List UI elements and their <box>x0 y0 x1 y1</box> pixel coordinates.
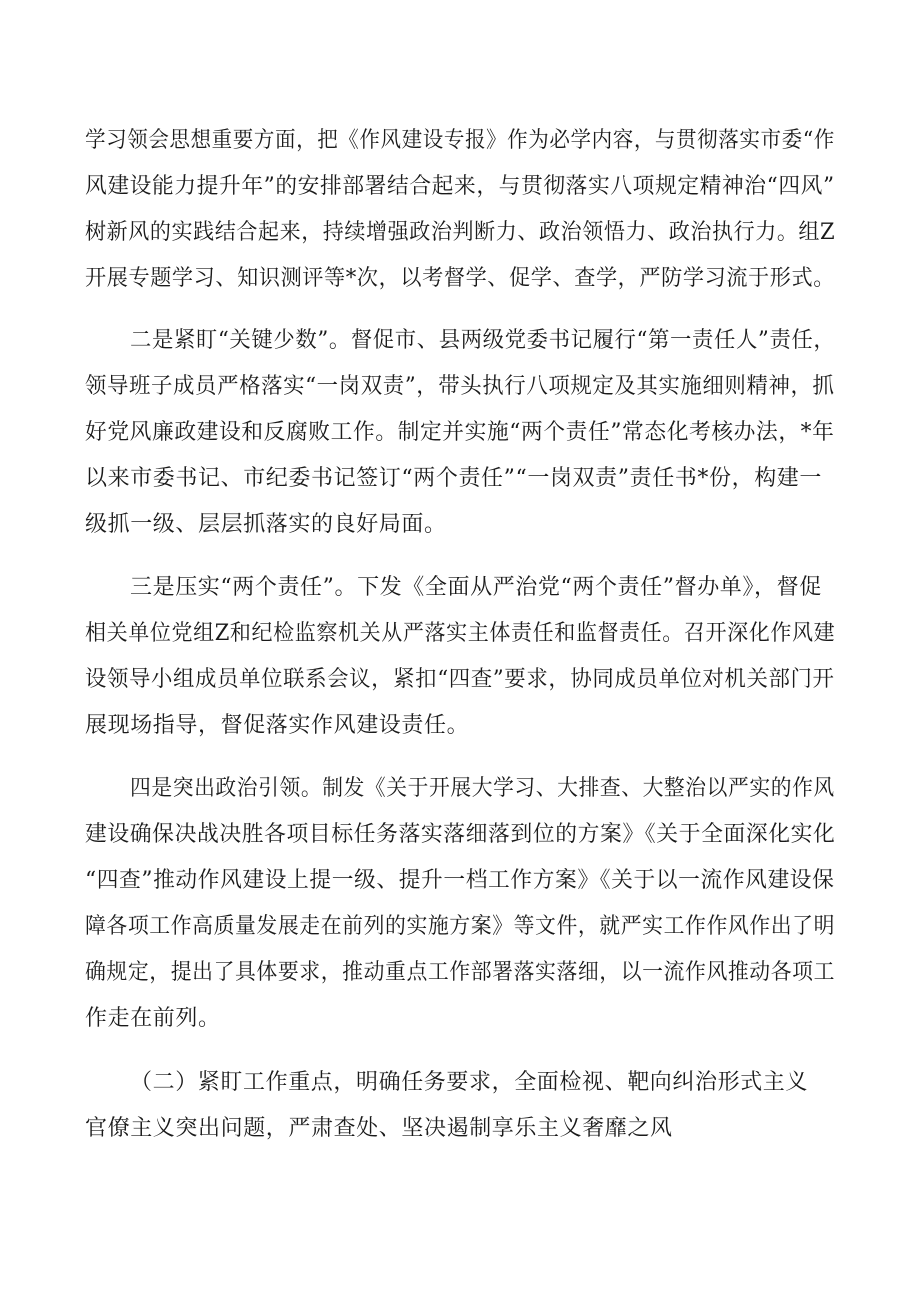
text-line: 以来市委书记、市纪委书记签订“两个责任”“一岗双责”责任书*份，构建一 <box>85 466 822 491</box>
text-line: 二是紧盯“关键少数”。督促市、县两级党委书记履行“第一责任人”责任， <box>130 328 836 353</box>
text-line: 设领导小组成员单位联系会议，紧扣“四查”要求，协同成员单位对机关部门开 <box>85 667 835 692</box>
text-line: 三是压实“两个责任”。下发《全面从严治党“两个责任”督办单》，督促 <box>130 575 822 600</box>
text-line: 级抓一级、层层抓落实的良好局面。 <box>85 512 447 537</box>
text-line: 建设确保决战决胜各项目标任务落实落细落到位的方案》《关于全面深化实化 <box>85 822 836 847</box>
text-line: 作走在前列。 <box>85 1006 221 1031</box>
heading-line: （二）紧盯工作重点，明确任务要求，全面检视、靶向纠治形式主义 <box>130 1070 809 1095</box>
text-line: 学习领会思想重要方面，把《作风建设专报》作为必学内容，与贯彻落实市委“作 <box>85 128 835 153</box>
text-line: 障各项工作高质量发展走在前列的实施方案》等文件，就严实工作作风作出了明 <box>85 914 836 939</box>
text-line: 相关单位党组Z和纪检监察机关从严落实主体责任和监督责任。召开深化作风建 <box>85 621 836 646</box>
text-line: 领导班子成员严格落实“一岗双责”，带头执行八项规定及其实施细则精神，抓 <box>85 374 835 399</box>
text-line: 风建设能力提升年”的安排部署结合起来，与贯彻落实八项规定精神治“四风” <box>85 174 835 199</box>
text-line: 展现场指导，督促落实作风建设责任。 <box>85 713 470 738</box>
text-line: 四是突出政治引领。制发《关于开展大学习、大排查、大整治以严实的作风 <box>130 776 835 801</box>
text-line: 好党风廉政建设和反腐败工作。制定并实施“两个责任”常态化考核办法，*年 <box>85 420 835 445</box>
text-line: 树新风的实践结合起来，持续增强政治判断力、政治领悟力、政治执行力。组Z <box>85 220 836 245</box>
text-line: 确规定，提出了具体要求，推动重点工作部署落实落细，以一流作风推动各项工 <box>85 960 836 985</box>
text-line: 开展专题学习、知识测评等*次，以考督学、促学、查学，严防学习流于形式。 <box>85 266 835 291</box>
text-line: “四查”推动作风建设上提一级、提升一档工作方案》《关于以一流作风建设保 <box>85 868 835 893</box>
heading-line: 官僚主义突出问题，严肃查处、坚决遏制享乐主义奢靡之风 <box>85 1116 673 1141</box>
